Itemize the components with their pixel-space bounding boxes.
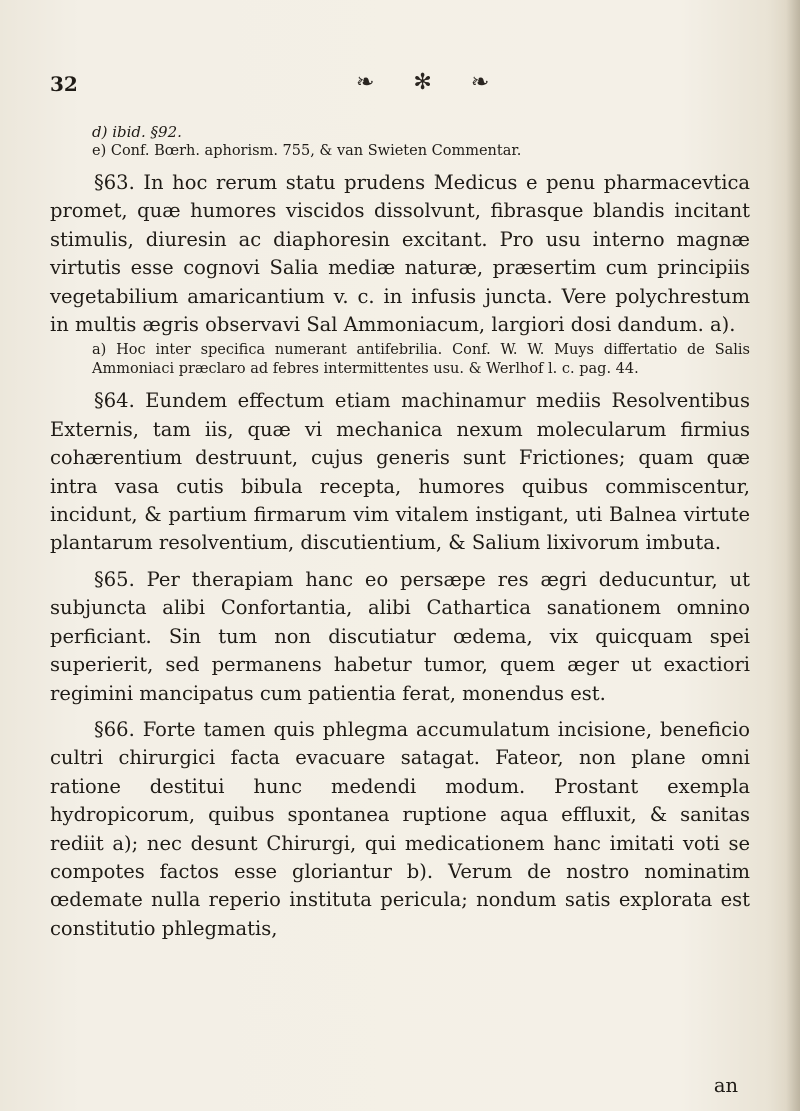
footnote-d: d) ibid. §92. bbox=[92, 123, 182, 141]
page-header bbox=[50, 72, 750, 112]
catchword: an bbox=[713, 1074, 738, 1097]
paragraph-63: §63. In hoc rerum statu prudens Medicus e penu pharmacevtica promet, quæ humores viscidos dissolvunt, fibrasque blandis incitant stimulis, diuresin ac diaphoresin excitant. Pro usu interno magnæ virtutis esse cognovi Salia mediæ naturæ, præsertim cum principiis vegetabilium amaricantium v. c. in infusis juncta. Vere polychrestum in multis ægris observavi Sal Ammoniacum, largiori dosi dandum. a). bbox=[50, 171, 750, 337]
text-block bbox=[50, 122, 750, 943]
paragraph-64: §64. Eundem effectum etiam machinamur mediis Resolventibus Externis, tam iis, quæ vi mechanica nexum molecularum firmius cohærentium destruunt, cujus generis sunt Frictiones; quam quæ intra vasa cutis bibula recepta, humores quibus commiscentur, incidunt, & partium firmarum vim vitalem instigant, uti Balnea virtute plantarum resolventium, discutientium, & Salium lixivorum imbuta. bbox=[50, 389, 750, 555]
page-spine-shadow bbox=[786, 0, 800, 1111]
page-number: 32 bbox=[50, 72, 78, 96]
footnote-e: e) Conf. Bœrh. aphorism. 755, & van Swieten Commentar. bbox=[92, 143, 522, 159]
note-63-a: a) Hoc inter specifica numerant antifebrilia. Conf. W. W. Muys differtatio de Salis Ammoniaci præclaro ad febres intermittentes usu. & Werlhof l. c. pag. 44. bbox=[92, 342, 750, 378]
paragraph-65: §65. Per therapiam hanc eo persæpe res ægri deducuntur, ut subjuncta alibi Confortantia, alibi Cathartica sanationem omnino perficiant. Sin tum non discutiatur œdema, vix quicquam spei superierit, sed permanens habetur tumor, quem æger ut exactiori regimini mancipatus cum patientia ferat, monendus est. bbox=[50, 567, 750, 705]
paragraph-66: §66. Forte tamen quis phlegma accumulatum incisione, beneficio cultri chirurgici facta evacuare satagat. Fateor, non plane omni ratione destitui hunc medendi modum. Prostant exempla hydropicorum, quibus spontanea ruptione aqua effluxit, & sanitas rediit a); nec desunt Chirurgi, qui medicationem hanc imitati voti se compotes factos esse gloriantur b). Verum de nostro nominatim œdemate nulla reperio instituta pericula; nondum satis explorata est constitutio phlegmatis, bbox=[50, 717, 750, 940]
header-ornament-icon: ❧ ✻ ❧ bbox=[356, 70, 506, 95]
